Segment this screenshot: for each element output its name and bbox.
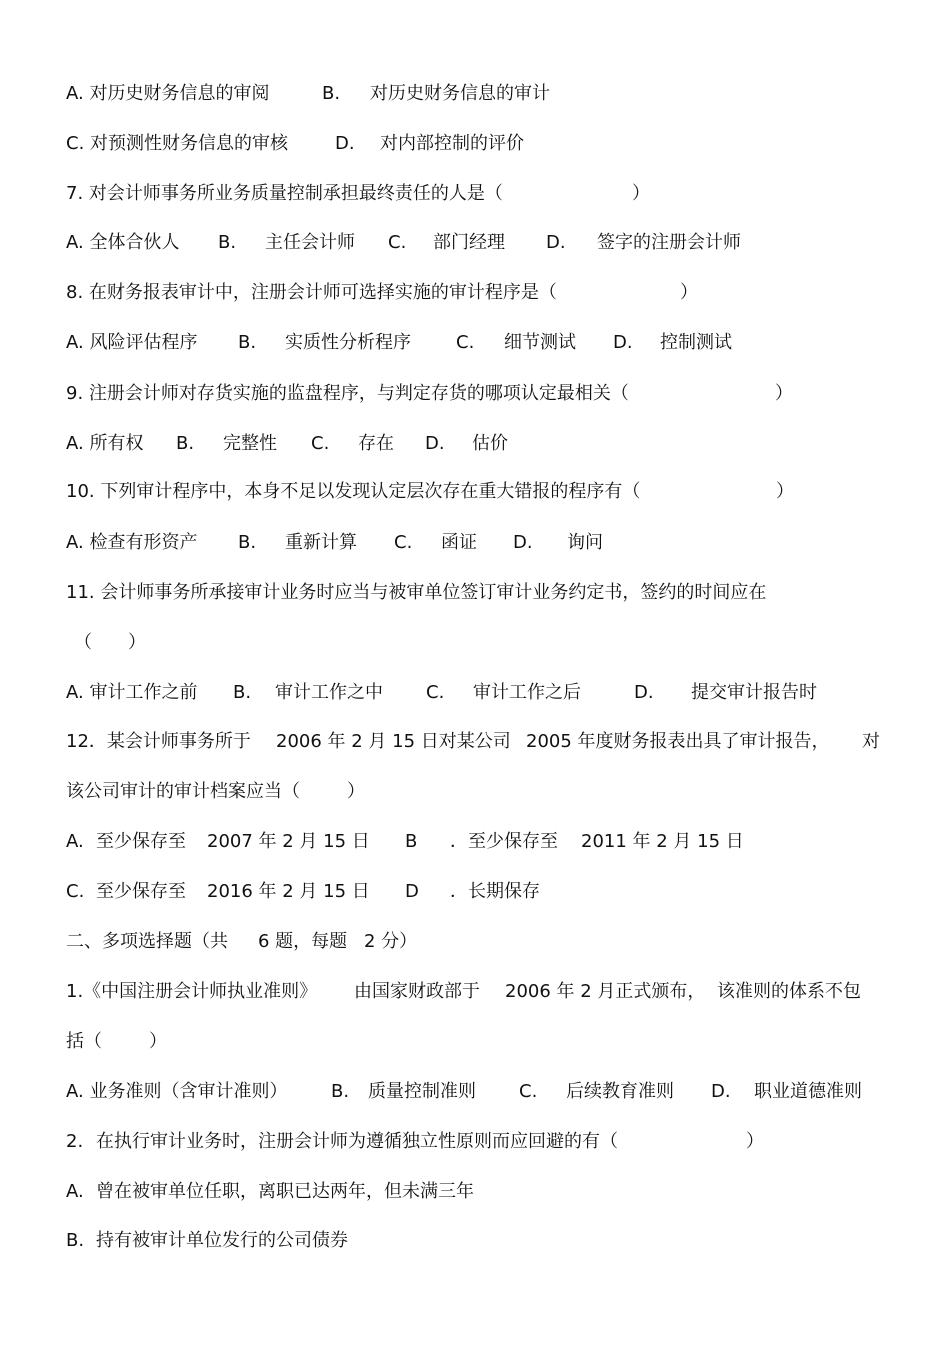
option-b-text: 对历史财务信息的审计 [370, 83, 550, 104]
option-a-letter: A. [66, 1181, 84, 1202]
option-d-text: 签字的注册会计师 [597, 232, 741, 253]
question-text: 1.《中国注册会计师执业准则》 [66, 981, 318, 1002]
answer-paren-close: ） [680, 282, 698, 303]
option-b-text: 持有被审计单位发行的公司债券 [96, 1230, 348, 1251]
option-c-letter: C. [66, 881, 85, 902]
option-b-letter: B [405, 831, 418, 852]
option-c-text: 存在 [358, 433, 394, 454]
option-d-letter: D [405, 881, 419, 902]
multi-question-1 [0, 977, 950, 1007]
options-line [0, 328, 950, 358]
option-b-letter: B. [331, 1081, 350, 1102]
option-b-text: 完整性 [223, 433, 277, 454]
option-d-letter: D. [335, 133, 355, 154]
option-b-letter: B. [176, 433, 195, 454]
option-d-text: 控制测试 [660, 332, 732, 353]
multi-question-1-cont [0, 1027, 950, 1057]
option-c-text: 后续教育准则 [566, 1081, 674, 1102]
option-d-letter: D. [513, 532, 533, 553]
option-b-text: ．至少保存至 [450, 831, 558, 852]
option-a-text: 曾在被审单位任职，离职已达两年，但未满三年 [96, 1181, 474, 1202]
question-text: 在执行审计业务时，注册会计师为遵循独立性原则而应回避的有（ [96, 1131, 618, 1152]
options-line [0, 528, 950, 558]
option-c-letter: C. [456, 332, 475, 353]
option-a: A. 检查有形资产 [66, 532, 198, 553]
question-text: 2006 年 2 月 15 日对某公司 [276, 731, 511, 752]
option-d-letter: D. [634, 682, 654, 703]
question-text: 2005 年度财务报表出具了审计报告， [526, 731, 830, 752]
options-line [0, 827, 950, 857]
option-line [0, 1177, 950, 1207]
option-b-text: 实质性分析程序 [285, 332, 411, 353]
option-b-letter: B. [66, 1230, 85, 1251]
option-d-text: 职业道德准则 [754, 1081, 862, 1102]
option-c-text: 审计工作之后 [473, 682, 581, 703]
question-text: 12．某会计师事务所于 [66, 731, 251, 752]
option-b-text: 质量控制准则 [368, 1081, 476, 1102]
option-a-letter: A. [66, 831, 84, 852]
option-d-text: ．长期保存 [450, 881, 540, 902]
answer-paren-close: ） [775, 383, 793, 404]
option-c-text: 函证 [441, 532, 477, 553]
section-heading [0, 927, 950, 957]
answer-paren-close: ） [632, 183, 650, 204]
question-12-cont [0, 777, 950, 807]
option-d-letter: D. [425, 433, 445, 454]
answer-paren-close: ） [746, 1131, 764, 1152]
option-c-letter: C. [519, 1081, 538, 1102]
answer-paren-close: ） [776, 481, 794, 502]
question-text: 由国家财政部于 [354, 981, 480, 1002]
question-text: 对 [862, 731, 880, 752]
option-b-letter: B. [218, 232, 237, 253]
question-text: 2006 年 2 月正式颁布， [505, 981, 706, 1002]
answer-paren-close: ） [128, 632, 146, 653]
question-text: 该公司审计的审计档案应当（ [66, 781, 300, 802]
option-line [0, 1226, 950, 1256]
option-a-text: 至少保存至 [96, 831, 186, 852]
option-c-text: 细节测试 [504, 332, 576, 353]
option-d-text: 估价 [472, 433, 508, 454]
question-11 [0, 578, 950, 608]
option-b-letter: B. [238, 332, 257, 353]
question-8 [0, 278, 950, 308]
answer-parens [0, 628, 950, 658]
options-line [0, 1077, 950, 1107]
option-c-letter: C. [311, 433, 330, 454]
answer-paren-close: ） [149, 1031, 167, 1052]
options-line [0, 429, 950, 459]
text-line [0, 79, 950, 109]
option-c-date: 2016 年 2 月 15 日 [207, 881, 370, 902]
option-c: C. 对预测性财务信息的审核 [66, 133, 289, 154]
option-b-text: 审计工作之中 [275, 682, 383, 703]
option-c-text: 部门经理 [433, 232, 505, 253]
option-a: A. 审计工作之前 [66, 682, 198, 703]
option-b-date: 2011 年 2 月 15 日 [581, 831, 744, 852]
question-12 [0, 727, 950, 757]
question-9 [0, 379, 950, 409]
option-b-letter: B. [233, 682, 252, 703]
text-line [0, 129, 950, 159]
option-a: A. 全体合伙人 [66, 232, 180, 253]
question-text: 8. 在财务报表审计中，注册会计师可选择实施的审计程序是（ [66, 282, 557, 303]
option-c-letter: C. [394, 532, 413, 553]
options-line [0, 877, 950, 907]
option-d-text: 询问 [567, 532, 603, 553]
option-a: A. 业务准则（含审计准则） [66, 1081, 288, 1102]
question-10 [0, 477, 950, 507]
section-title: 2 分） [364, 931, 418, 952]
section-title: 二、多项选择题（共 [66, 931, 228, 952]
question-text: 该准则的体系不包 [717, 981, 861, 1002]
multi-question-2 [0, 1127, 950, 1157]
option-d-letter: D. [546, 232, 566, 253]
section-title: 6 题，每题 [258, 931, 348, 952]
option-c-letter: C. [426, 682, 445, 703]
option-d-text: 提交审计报告时 [691, 682, 817, 703]
answer-paren-close: ） [347, 781, 365, 802]
option-b-text: 重新计算 [285, 532, 357, 553]
option-d-letter: D. [711, 1081, 731, 1102]
options-line [0, 678, 950, 708]
option-a: A. 对历史财务信息的审阅 [66, 83, 270, 104]
option-d-letter: D. [613, 332, 633, 353]
answer-paren-open: （ [74, 632, 92, 653]
option-d-text: 对内部控制的评价 [380, 133, 524, 154]
option-b-text: 主任会计师 [265, 232, 355, 253]
question-text: 括（ [66, 1031, 102, 1052]
question-7 [0, 179, 950, 209]
option-a: A. 风险评估程序 [66, 332, 198, 353]
question-text: 11. 会计师事务所承接审计业务时应当与被审单位签订审计业务约定书，签约的时间应在 [66, 582, 767, 603]
option-c-letter: C. [388, 232, 407, 253]
option-b-letter: B. [238, 532, 257, 553]
question-text: 7. 对会计师事务所业务质量控制承担最终责任的人是（ [66, 183, 503, 204]
option-a-date: 2007 年 2 月 15 日 [207, 831, 370, 852]
option-c-text: 至少保存至 [96, 881, 186, 902]
question-text: 9. 注册会计师对存货实施的监盘程序，与判定存货的哪项认定最相关（ [66, 383, 629, 404]
question-number: 2. [66, 1131, 84, 1152]
option-a: A. 所有权 [66, 433, 144, 454]
options-line [0, 228, 950, 258]
question-text: 10. 下列审计程序中，本身不足以发现认定层次存在重大错报的程序有（ [66, 481, 641, 502]
option-b-letter: B. [322, 83, 341, 104]
